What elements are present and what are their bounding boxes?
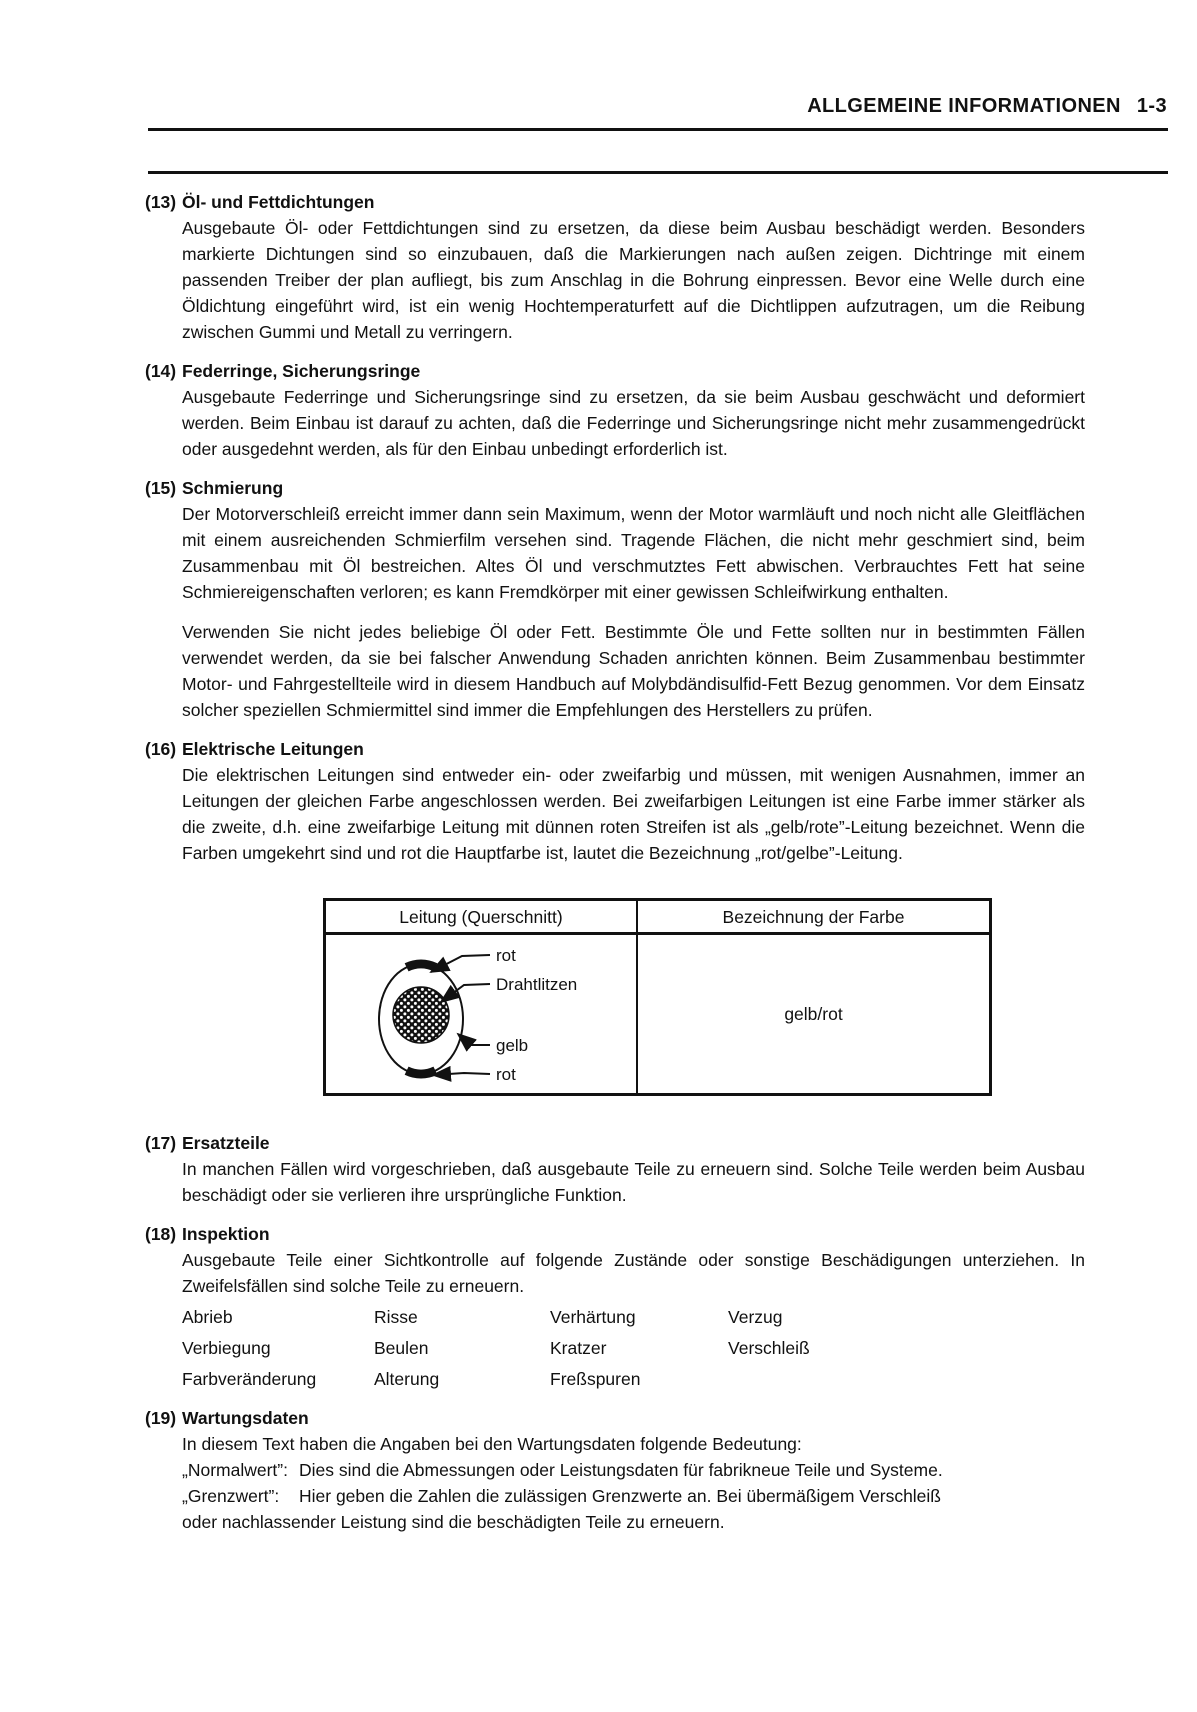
red-stripe-bottom — [407, 1071, 436, 1074]
defect-item: Beulen — [374, 1338, 429, 1358]
chapter-title: ALLGEMEINE INFORMATIONEN — [807, 95, 1121, 117]
section-title: Schmierung — [182, 478, 284, 498]
section-title: Ersatzteile — [182, 1133, 270, 1153]
section-replacement-parts — [145, 1130, 1087, 1208]
section-title: Federringe, Sicherungsringe — [182, 361, 421, 381]
section-title: Elektrische Leitungen — [182, 739, 364, 759]
paragraph: In manchen Fällen wird vorgeschrieben, daß ausgebaute Teile zu erneuern sind. Solche Teile werden beim Ausbau beschädigt oder sie verlieren ihre ursprüngliche Funktion. — [182, 1159, 1085, 1205]
table-header-leitung: Leitung (Querschnitt) — [326, 901, 638, 932]
definition-list — [182, 1457, 1085, 1535]
defect-item: Verschleiß — [728, 1338, 810, 1358]
paragraph: Die elektrischen Leitungen sind entweder ein- oder zweifarbig und müssen, mit wenigen Ausnahmen, immer an Leitungen der gleichen Farbe angeschlossen werden. Bei zweifarbigen Leitungen ist eine Farbe immer stärker als die zweite, d.h. eine zweifarbige Leitung mit dünnen roten Streifen ist als „gelb/rote”-Leitung bezeichnet. Wenn die Farben umgekehrt sind und rot die Hauptfarbe ist, lautet die Bezeichnung „rot/gelbe”-Leitung. — [182, 765, 1085, 863]
definition-grenzwert — [182, 1483, 1085, 1509]
section-title: Inspektion — [182, 1224, 270, 1244]
header-rule-bottom — [148, 171, 1168, 174]
section-spring-and-circlips — [145, 358, 1087, 462]
section-number: (18) — [145, 1224, 177, 1244]
wire-color-table — [323, 898, 992, 1096]
section-number: (13) — [145, 192, 177, 212]
section-number: (16) — [145, 739, 177, 759]
paragraph: Ausgebaute Federringe und Sicherungsringe sind zu ersetzen, da sie beim Ausbau geschwächt und deformiert werden. Beim Einbau ist darauf zu achten, daß die Federringe und Sicherungsringe nicht mehr zusammengedrückt oder ausgedehnt werden, als für den Einbau unbedingt erforderlich ist. — [182, 387, 1085, 459]
page-content — [145, 189, 1087, 1535]
page-number: 1-3 — [1136, 95, 1167, 117]
red-stripe-top — [407, 964, 436, 967]
paragraph: In diesem Text haben die Angaben bei den Wartungsdaten folgende Bedeutung: — [182, 1434, 802, 1454]
defect-item: Freßspuren — [550, 1369, 641, 1389]
defect-item — [728, 1366, 1085, 1392]
defect-item: Abrieb — [182, 1307, 233, 1327]
section-inspection — [145, 1221, 1087, 1392]
section-service-data — [145, 1405, 1087, 1535]
section-number: (19) — [145, 1408, 177, 1428]
definition-normalwert — [182, 1457, 1085, 1483]
defect-item: Verhärtung — [550, 1307, 636, 1327]
section-lubrication — [145, 475, 1087, 723]
color-designation: gelb/rot — [784, 1004, 843, 1024]
paragraph: Verwenden Sie nicht jedes beliebige Öl oder Fett. Bestimmte Öle und Fette sollten nur in bestimmten Fällen verwendet werden, da sie bei falscher Anwendung Schaden anrichten können. Beim Zusammenbau bestimmter Motor- und Fahrgestellteile wird in diesem Handbuch auf Molybdändisulfid-Fett Bezug genommen. Vor dem Einsatz solcher speziellen Schmiermittel sind immer die Empfehlungen des Herstellers zu prüfen. — [182, 622, 1085, 720]
defect-item: Farbveränderung — [182, 1369, 317, 1389]
section-number: (14) — [145, 361, 177, 381]
defect-list — [182, 1304, 1085, 1392]
wire-strands-core — [393, 987, 449, 1043]
label-drahtlitzen: Drahtlitzen — [496, 975, 578, 994]
defect-item: Kratzer — [550, 1338, 607, 1358]
section-title: Wartungsdaten — [182, 1408, 309, 1428]
header-rule-top — [148, 128, 1168, 131]
definition-text: Dies sind die Abmessungen oder Leistungsdaten für fabrikneue Teile und Systeme. — [299, 1460, 943, 1480]
section-number: (17) — [145, 1133, 177, 1153]
paragraph: Der Motorverschleiß erreicht immer dann sein Maximum, wenn der Motor warmläuft und noch nicht alle Gleitflächen mit einem ausreichenden Schmierfilm versehen sind. Tragende Flächen, die nicht mehr geschmiert sind, beim Zusammenbau mit Öl bestreichen. Altes Öl und verschmutztes Fett abwischen. Verbrauchtes Fett hat seine Schmiereigenschaften verloren; es kann Fremdkörper mit einer gewissen Schleifwirkung enthalten. — [182, 504, 1085, 602]
label-rot-bottom: rot — [496, 1065, 516, 1084]
label-gelb: gelb — [496, 1036, 529, 1055]
paragraph: Ausgebaute Teile einer Sichtkontrolle auf folgende Zustände oder sonstige Beschädigungen unterziehen. In Zweifelsfällen sind solche Teile zu erneuern. — [182, 1250, 1085, 1296]
leader-rot-bottom — [433, 1073, 490, 1075]
definition-term: „Grenzwert”: — [182, 1486, 280, 1506]
section-title: Öl- und Fettdichtungen — [182, 192, 375, 212]
wire-cross-section-diagram — [326, 935, 636, 1093]
leader-drahtlitzen — [441, 984, 490, 1002]
section-electrical-wiring — [145, 736, 1087, 1096]
definition-continuation: oder nachlassender Leistung sind die beschädigten Teile zu erneuern. — [182, 1512, 725, 1532]
paragraph: Ausgebaute Öl- oder Fettdichtungen sind zu ersetzen, da diese beim Ausbau beschädigt werden. Besonders markierte Dichtungen sind so einzubauen, daß die Markierungen nach außen zeigen. Dichtringe mit einem passenden Treiber der plan aufliegt, bis zum Anschlag in die Bohrung einpressen. Bevor eine Welle durch eine Öldichtung eingeführt wird, ist ein wenig Hochtemperaturfett auf die Dichtlippen aufzutragen, um die Reibung zwischen Gummi und Metall zu verringern. — [182, 218, 1085, 342]
table-header-farbe: Bezeichnung der Farbe — [722, 906, 905, 927]
definition-text: Hier geben die Zahlen die zulässigen Grenzwerte an. Bei übermäßigem Verschleiß — [299, 1486, 941, 1506]
defect-item: Alterung — [374, 1369, 440, 1389]
section-number: (15) — [145, 478, 177, 498]
label-rot-top: rot — [496, 946, 516, 965]
defect-item: Verbiegung — [182, 1338, 271, 1358]
leader-gelb — [458, 1034, 490, 1045]
definition-term: „Normalwert”: — [182, 1460, 288, 1480]
section-oil-and-grease-seals — [145, 189, 1087, 345]
defect-item: Risse — [374, 1307, 418, 1327]
page-header — [0, 0, 1167, 118]
defect-item: Verzug — [728, 1307, 783, 1327]
